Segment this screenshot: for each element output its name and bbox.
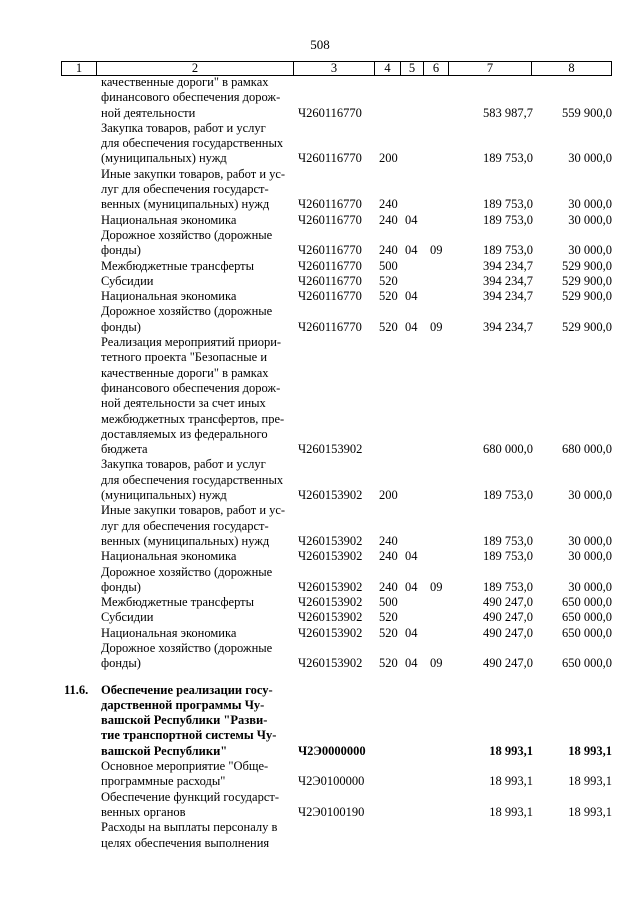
amount-year-2: 30 000,0	[568, 197, 612, 212]
amount-year-2: 30 000,0	[568, 243, 612, 258]
target-article-code: Ч260153902	[298, 656, 363, 671]
table-row	[61, 641, 617, 672]
table-row	[61, 167, 617, 213]
description-line: бюджета	[101, 442, 148, 457]
description-line: Национальная экономика	[101, 212, 237, 227]
description-line: Основное мероприятие "Обще-	[101, 759, 269, 774]
description-line: Дорожное хозяйство (дорожные	[101, 227, 273, 242]
column-header-row	[61, 61, 612, 76]
target-article-code: Ч260153902	[298, 533, 363, 548]
description-line: Иные закупки товаров, работ и ус-	[101, 166, 286, 181]
expense-type-code: 240	[379, 579, 398, 594]
expense-type-code: 200	[379, 151, 398, 166]
expense-type-code: 520	[379, 625, 398, 640]
column-header-7: 7	[449, 62, 532, 76]
description-line: фонды)	[101, 656, 141, 671]
budget-table-body	[61, 75, 617, 851]
description-line: (муниципальных) нужд	[101, 151, 227, 166]
target-article-code: Ч2Э0100190	[298, 804, 365, 819]
table-row	[61, 274, 617, 289]
description-line: Межбюджетные трансферты	[101, 258, 255, 273]
description-line: качественные дороги" в рамках	[101, 365, 269, 380]
expense-type-code: 520	[379, 656, 398, 671]
description-line: венных (муниципальных) нужд	[101, 533, 270, 548]
column-header-5: 5	[401, 62, 424, 76]
expense-type-code: 500	[379, 258, 398, 273]
description-line: Расходы на выплаты персоналу в	[101, 820, 278, 835]
description-line: вашской Республики"	[101, 743, 228, 758]
amount-year-1: 189 753,0	[483, 549, 533, 564]
expense-type-code: 500	[379, 595, 398, 610]
target-article-code: Ч260116770	[298, 289, 362, 304]
amount-year-2: 30 000,0	[568, 533, 612, 548]
amount-year-1: 394 234,7	[483, 319, 533, 334]
table-row	[61, 304, 617, 335]
amount-year-1: 394 234,7	[483, 273, 533, 288]
amount-year-1: 583 987,7	[483, 105, 533, 120]
description-line: программные расходы"	[101, 774, 226, 789]
table-row	[61, 595, 617, 610]
description-line: Закупка товаров, работ и услуг	[101, 457, 266, 472]
description-line: для обеспечения государственных	[101, 136, 284, 151]
expense-type-code: 240	[379, 533, 398, 548]
row-description	[101, 595, 291, 610]
amount-year-1: 189 753,0	[483, 243, 533, 258]
amount-year-1: 18 993,1	[489, 804, 533, 819]
amount-year-2: 529 900,0	[562, 319, 612, 334]
target-article-code: Ч2Э0000000	[298, 743, 366, 758]
subsection-code: 09	[430, 579, 443, 594]
amount-year-2: 18 993,1	[568, 743, 612, 758]
description-line: ной деятельности	[101, 105, 196, 120]
subsection-code: 09	[430, 656, 443, 671]
amount-year-1: 18 993,1	[489, 774, 533, 789]
row-description	[101, 503, 291, 549]
amount-year-2: 650 000,0	[562, 595, 612, 610]
expense-type-code: 520	[379, 289, 398, 304]
table-row	[61, 213, 617, 228]
row-description	[101, 457, 291, 503]
description-line: фонды)	[101, 243, 141, 258]
target-article-code: Ч260153902	[298, 625, 363, 640]
amount-year-2: 18 993,1	[568, 804, 612, 819]
target-article-code: Ч260153902	[298, 442, 363, 457]
description-line: венных органов	[101, 804, 186, 819]
expense-type-code: 240	[379, 212, 398, 227]
amount-year-2: 30 000,0	[568, 579, 612, 594]
row-description	[101, 626, 291, 641]
amount-year-1: 490 247,0	[483, 625, 533, 640]
description-line: Обеспечение функций государст-	[101, 789, 279, 804]
table-row	[61, 75, 617, 121]
row-description	[101, 274, 291, 289]
column-header-8: 8	[532, 62, 612, 76]
description-line: Субсидии	[101, 610, 154, 625]
amount-year-2: 30 000,0	[568, 549, 612, 564]
description-line: Дорожное хозяйство (дорожные	[101, 641, 273, 655]
description-line: доставляемых из федерального	[101, 426, 268, 441]
description-line: дарственной программы Чу-	[101, 697, 265, 712]
row-description	[101, 213, 291, 228]
row-description	[101, 304, 291, 335]
row-description	[101, 641, 291, 672]
table-row	[61, 289, 617, 304]
row-description	[101, 335, 291, 457]
row-description	[101, 549, 291, 564]
amount-year-2: 559 900,0	[562, 105, 612, 120]
table-row	[61, 121, 617, 167]
description-line: фонды)	[101, 579, 141, 594]
section-code: 04	[405, 625, 418, 640]
subsection-code: 09	[430, 243, 443, 258]
amount-year-2: 30 000,0	[568, 212, 612, 227]
amount-year-1: 490 247,0	[483, 610, 533, 625]
description-line: Национальная экономика	[101, 289, 237, 304]
section-code: 04	[405, 549, 418, 564]
row-description	[101, 610, 291, 625]
section-code: 04	[405, 319, 418, 334]
target-article-code: Ч260116770	[298, 105, 362, 120]
row-description	[101, 259, 291, 274]
amount-year-2: 529 900,0	[562, 273, 612, 288]
row-description	[101, 790, 291, 821]
amount-year-1: 189 753,0	[483, 533, 533, 548]
description-line: для обеспечения государственных	[101, 472, 284, 487]
amount-year-2: 529 900,0	[562, 289, 612, 304]
amount-year-1: 189 753,0	[483, 212, 533, 227]
amount-year-2: 18 993,1	[568, 774, 612, 789]
column-header-1: 1	[62, 62, 97, 76]
table-row	[61, 790, 617, 821]
description-line: Обеспечение реализации госу-	[101, 682, 273, 697]
table-row	[61, 610, 617, 625]
description-line: Иные закупки товаров, работ и ус-	[101, 503, 286, 518]
table-row	[61, 626, 617, 641]
expense-type-code: 520	[379, 273, 398, 288]
description-line: финансового обеспечения дорож-	[101, 90, 281, 105]
target-article-code: Ч260153902	[298, 610, 363, 625]
target-article-code: Ч260116770	[298, 319, 362, 334]
expense-type-code: 240	[379, 549, 398, 564]
amount-year-2: 650 000,0	[562, 656, 612, 671]
table-row	[61, 565, 617, 596]
table-row	[61, 549, 617, 564]
table-row	[61, 503, 617, 549]
row-description	[101, 565, 291, 596]
description-line: тие транспортной системы Чу-	[101, 728, 277, 743]
description-line: Реализация мероприятий приори-	[101, 335, 282, 350]
row-number: 11.6.	[64, 682, 89, 697]
target-article-code: Ч260153902	[298, 579, 363, 594]
description-line: тетного проекта "Безопасные и	[101, 350, 268, 365]
target-article-code: Ч260153902	[298, 549, 363, 564]
table-row	[61, 759, 617, 790]
section-code: 04	[405, 579, 418, 594]
section-code: 04	[405, 212, 418, 227]
description-line: межбюджетных трансфертов, пре-	[101, 411, 285, 426]
amount-year-1: 394 234,7	[483, 258, 533, 273]
target-article-code: Ч260116770	[298, 197, 362, 212]
expense-type-code: 240	[379, 197, 398, 212]
table-row	[61, 683, 617, 760]
column-header-6: 6	[424, 62, 449, 76]
description-line: Дорожное хозяйство (дорожные	[101, 564, 273, 579]
description-line: финансового обеспечения дорож-	[101, 380, 281, 395]
amount-year-2: 30 000,0	[568, 488, 612, 503]
column-header-2: 2	[97, 62, 294, 76]
amount-year-2: 680 000,0	[562, 442, 612, 457]
amount-year-1: 189 753,0	[483, 488, 533, 503]
description-line: фонды)	[101, 319, 141, 334]
description-line: Национальная экономика	[101, 625, 237, 640]
expense-type-code: 200	[379, 488, 398, 503]
description-line: луг для обеспечения государст-	[101, 518, 269, 533]
description-line: целях обеспечения выполнения	[101, 835, 270, 850]
amount-year-1: 490 247,0	[483, 656, 533, 671]
row-description	[101, 228, 291, 259]
target-article-code: Ч260153902	[298, 595, 363, 610]
description-line: Межбюджетные трансферты	[101, 595, 255, 610]
row-description	[101, 167, 291, 213]
expense-type-code: 240	[379, 243, 398, 258]
amount-year-1: 490 247,0	[483, 595, 533, 610]
target-article-code: Ч260116770	[298, 258, 362, 273]
column-header-3: 3	[294, 62, 375, 76]
target-article-code: Ч260116770	[298, 212, 362, 227]
amount-year-1: 680 000,0	[483, 442, 533, 457]
column-header-4: 4	[375, 62, 401, 76]
subsection-code: 09	[430, 319, 443, 334]
row-description	[101, 121, 291, 167]
amount-year-1: 189 753,0	[483, 197, 533, 212]
target-article-code: Ч260116770	[298, 273, 362, 288]
table-row	[61, 228, 617, 259]
row-description	[101, 759, 291, 790]
amount-year-2: 650 000,0	[562, 610, 612, 625]
description-line: (муниципальных) нужд	[101, 488, 227, 503]
target-article-code: Ч260153902	[298, 488, 363, 503]
table-row	[61, 259, 617, 274]
description-line: качественные дороги" в рамках	[101, 75, 269, 89]
description-line: венных (муниципальных) нужд	[101, 197, 270, 212]
amount-year-2: 650 000,0	[562, 625, 612, 640]
amount-year-1: 394 234,7	[483, 289, 533, 304]
table-row	[61, 335, 617, 457]
amount-year-2: 30 000,0	[568, 151, 612, 166]
row-description	[101, 820, 291, 851]
description-line: луг для обеспечения государст-	[101, 182, 269, 197]
row-description	[101, 289, 291, 304]
amount-year-1: 189 753,0	[483, 151, 533, 166]
expense-type-code: 520	[379, 319, 398, 334]
amount-year-1: 189 753,0	[483, 579, 533, 594]
amount-year-2: 529 900,0	[562, 258, 612, 273]
page-number: 508	[310, 37, 330, 52]
row-description	[101, 683, 291, 759]
description-line: Закупка товаров, работ и услуг	[101, 120, 266, 135]
description-line: Субсидии	[101, 273, 154, 288]
table-row	[61, 820, 617, 851]
description-line: Дорожное хозяйство (дорожные	[101, 304, 273, 319]
expense-type-code: 520	[379, 610, 398, 625]
section-code: 04	[405, 243, 418, 258]
section-code: 04	[405, 289, 418, 304]
row-description	[101, 75, 291, 121]
amount-year-1: 18 993,1	[489, 743, 533, 758]
target-article-code: Ч2Э0100000	[298, 774, 365, 789]
target-article-code: Ч260116770	[298, 243, 362, 258]
description-line: Национальная экономика	[101, 549, 237, 564]
table-row	[61, 457, 617, 503]
target-article-code: Ч260116770	[298, 151, 362, 166]
section-code: 04	[405, 656, 418, 671]
description-line: ной деятельности за счет иных	[101, 396, 266, 411]
description-line: вашской Республики "Разви-	[101, 713, 268, 728]
